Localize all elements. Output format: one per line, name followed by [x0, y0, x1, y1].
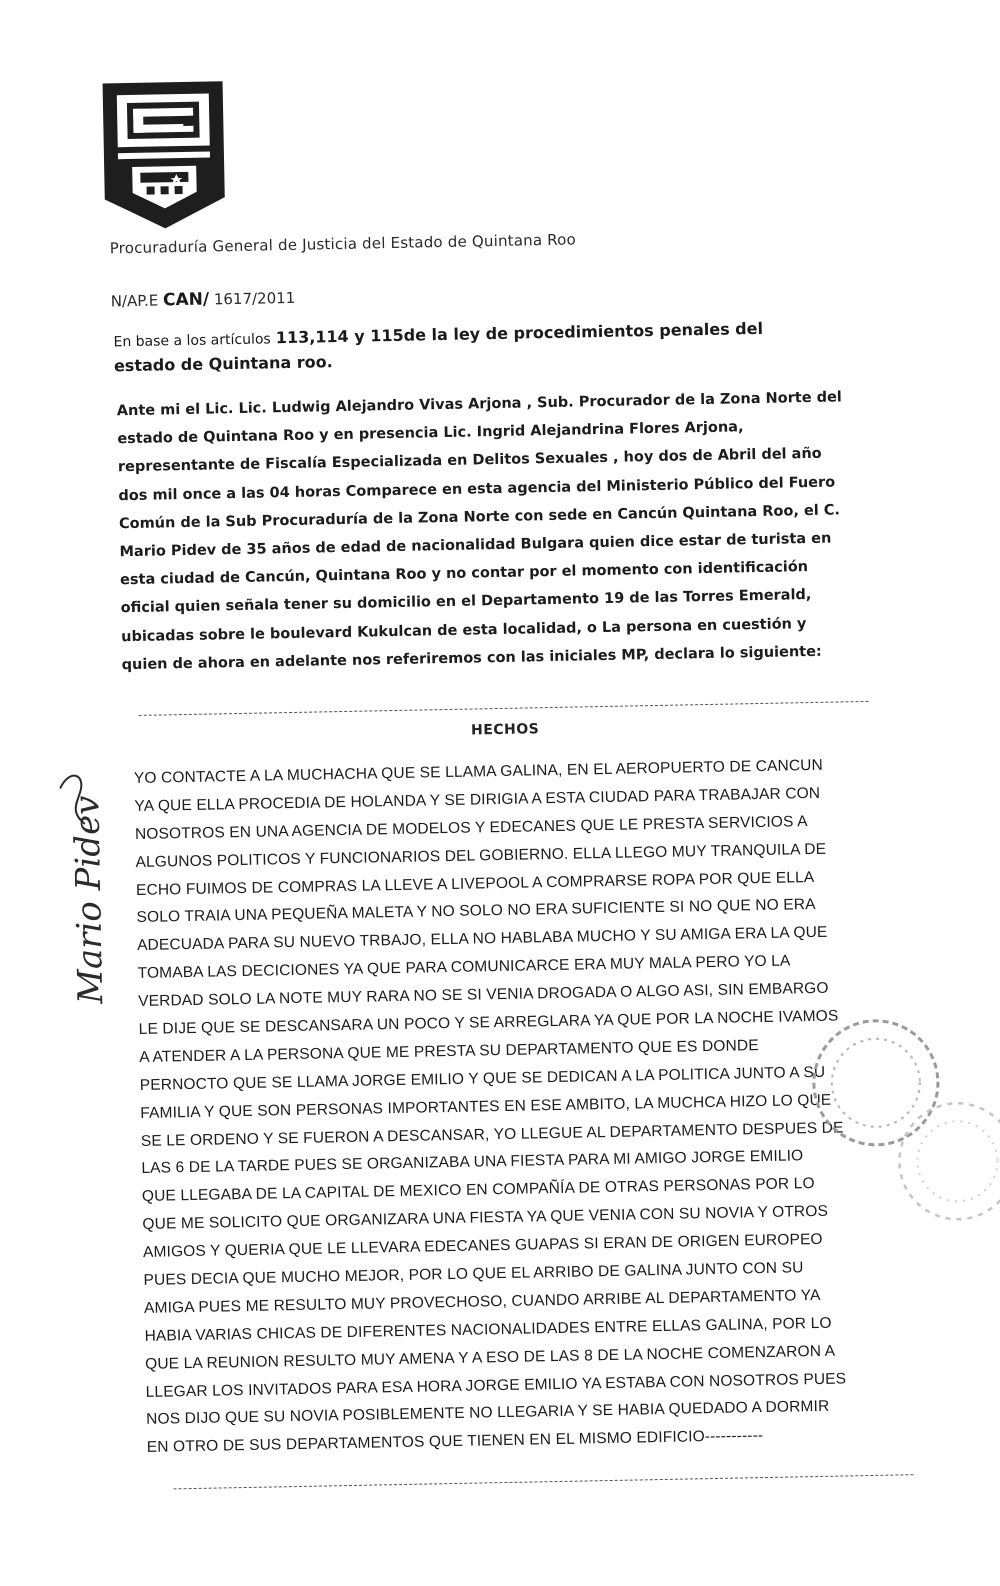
- facts-line: EN OTRO DE SUS DEPARTAMENTOS QUE TIENEN EN EL MISMO EDIFICIO-----------: [146, 1427, 764, 1457]
- legal-basis-articles: 113,114 y 115de la ley de procedimientos penales del: [275, 318, 764, 348]
- facts-line: A ATENDER A LA PERSONA QUE ME PRESTA SU DEPARTAMENTO QUE ES DONDE: [139, 1036, 759, 1066]
- facts-line: LAS 6 DE LA TARDE PUES SE ORGANIZABA UNA FIESTA PARA MI AMIGO JORGE EMILIO: [141, 1147, 804, 1178]
- legal-basis-line2: estado de Quintana roo.: [113, 352, 333, 376]
- facts-line: PERNOCTO QUE SE LLAMA JORGE EMILIO Y QUE SE DEDICAN A LA POLITICA JUNTO A SU: [139, 1063, 826, 1094]
- facts-paragraph: [134, 750, 917, 1462]
- facts-line: ADECUADA PARA SU NUEVO TRBAJO, ELLA NO HABLABA MUCHO Y SU AMIGA ERA LA QUE: [136, 924, 828, 955]
- declaration-line: estado de Quintana Roo y en presencia Lic. Ingrid Alejandrina Flores Arjona,: [117, 419, 744, 448]
- file-prefix: N/AP.E: [110, 291, 159, 311]
- facts-line: LE DIJE QUE SE DESCANSARA UN POCO Y SE ARREGLARA YA QUE POR LA NOCHE IVAMOS: [138, 1007, 839, 1038]
- facts-line: SE LE ORDENO Y SE FUERON A DESCANSAR, YO LLEGUE AL DEPARTAMENTO DESPUES DE: [140, 1119, 844, 1150]
- facts-line: YA QUE ELLA PROCEDIA DE HOLANDA Y SE DIRIGIA A ESTA CIUDAD PARA TRABAJAR CON: [134, 784, 821, 815]
- declaration-line: oficial quien señala tener su domicilio en el Departamento 19 de las Torres Emerald,: [120, 587, 812, 617]
- facts-line: SOLO TRAIA UNA PEQUEÑA MALETA Y NO SOLO NO ERA SUFICIENTE SI NO QUE NO ERA: [136, 896, 816, 927]
- signature-text: Mario Pidev: [67, 795, 112, 1005]
- declaration-line: esta ciudad de Cancún, Quintana Roo y no contar por el momento con identificación: [119, 559, 809, 589]
- facts-line: LLEGAR LOS INVITADOS PARA ESA HORA JORGE EMILIO YA ESTABA CON NOSOTROS PUES: [145, 1370, 847, 1401]
- facts-line: NOSOTROS EN UNA AGENCIA DE MODELOS Y EDECANES QUE LE PRESTA SERVICIOS A: [134, 812, 808, 843]
- divider-top: [139, 701, 869, 716]
- legal-basis-prefix: En base a los artículos: [113, 331, 271, 351]
- declaration-line: Ante mi el Lic. Lic. Ludwig Alejandro Vivas Arjona , Sub. Procurador de la Zona Norte del: [116, 389, 842, 420]
- facts-line: NOS DIJO QUE SU NOVIA POSIBLEMENTE NO LLEGARIA Y SE HABIA QUEDADO A DORMIR: [146, 1398, 830, 1429]
- institution-name: Procuraduría General de Justicia del Estado de Quintana Roo: [109, 230, 577, 258]
- institution-logo-icon: [101, 79, 228, 231]
- file-number: [111, 288, 296, 312]
- facts-line: HABIA VARIAS CHICAS DE DIFERENTES NACIONALIDADES ENTRE ELLAS GALINA, POR LO: [144, 1314, 832, 1345]
- facts-line: FAMILIA Y QUE SON PERSONAS IMPORTANTES EN ESE AMBITO, LA MUCHCA HIZO LO QUE: [140, 1091, 832, 1122]
- facts-line: VERDAD SOLO LA NOTE MUY RARA NO SE SI VENIA DROGADA O ALGO ASI, SIN EMBARGO: [138, 979, 829, 1011]
- section-title: HECHOS: [470, 721, 540, 739]
- facts-line: QUE LLEGABA DE LA CAPITAL DE MEXICO EN COMPAÑÍA DE OTRAS PERSONAS POR LO: [141, 1175, 815, 1206]
- file-number-value: 1617/2011: [213, 288, 296, 309]
- facts-line: ALGUNOS POLITICOS Y FUNCIONARIOS DEL GOBIERNO. ELLA LLEGO MUY TRANQUILA DE: [135, 840, 827, 871]
- handwritten-signature: [40, 767, 125, 1008]
- official-stamp-icon: [805, 1010, 1000, 1244]
- facts-line: AMIGOS Y QUERIA QUE LE LLEVARA EDECANES GUAPAS SI ERAN DE ORIGEN EUROPEO: [142, 1231, 823, 1262]
- facts-line: QUE LA REUNION RESULTO MUY AMENA Y A ESO DE LAS 8 DE LA NOCHE COMENZARON A: [144, 1342, 836, 1373]
- divider-bottom: [174, 1474, 914, 1489]
- facts-line: AMIGA PUES ME RESULTO MUY PROVECHOSO, CUANDO ARRIBE AL DEPARTAMENTO YA: [143, 1286, 821, 1317]
- declaration-line: dos mil once a las 04 horas Comparece en esta agencia del Ministerio Público del Fuero: [118, 474, 836, 504]
- declaration-line: ubicadas sobre le boulevard Kukulcan de esta localidad, o La persona en cuestión y: [121, 615, 807, 645]
- facts-line: YO CONTACTE A LA MUCHACHA QUE SE LLAMA GALINA, EN EL AEROPUERTO DE CANCUN: [133, 756, 824, 788]
- facts-line: TOMABA LAS DECICIONES YA QUE PARA COMUNICARCE ERA MUY MALA PERO YO LA: [137, 952, 791, 983]
- declaration-paragraph: [117, 383, 882, 679]
- facts-line: PUES DECIA QUE MUCHO MEJOR, POR LO QUE EL ARRIBO DE GALINA JUNTO CON SU: [143, 1259, 804, 1289]
- facts-line: QUE ME SOLICITO QUE ORGANIZARA UNA FIESTA YA QUE VENIA CON SU NOVIA Y OTROS: [142, 1203, 829, 1234]
- legal-basis: [113, 316, 834, 379]
- facts-line: ECHO FUIMOS DE COMPRAS LA LLEVE A LIVEPOOL A COMPRARSE ROPA POR QUE ELLA: [135, 868, 815, 899]
- declaration-line: representante de Fiscalía Especializada en Delitos Sexuales , hoy dos de Abril del año: [117, 446, 822, 476]
- declaration-line: quien de ahora en adelante nos referiremos con las iniciales MP, declara lo siguiente:: [121, 643, 822, 673]
- declaration-line: Común de la Sub Procuraduría de la Zona Norte con sede en Cancún Quintana Roo, el C.: [118, 502, 841, 533]
- declaration-line: Mario Pidev de 35 años de edad de nacionalidad Bulgara quien dice estar de turista en: [119, 530, 832, 561]
- file-code: CAN/: [162, 289, 210, 311]
